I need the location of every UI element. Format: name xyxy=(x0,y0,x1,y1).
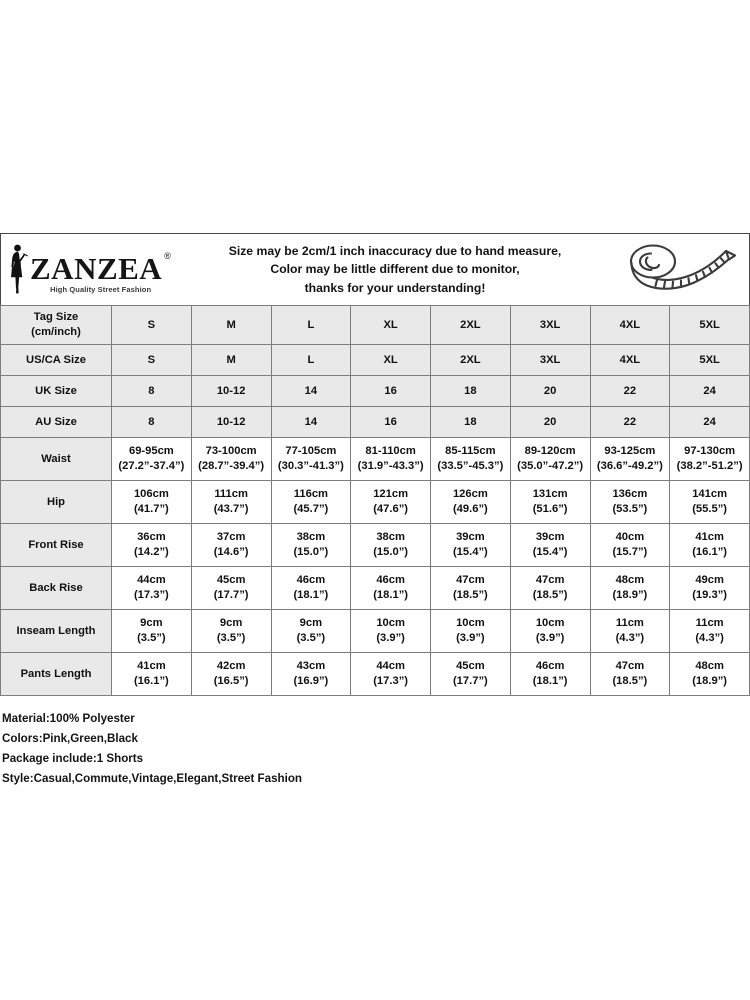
pants-length-m-cm: 42cm xyxy=(216,660,246,672)
pants-length-l-in: (16.9”) xyxy=(293,675,329,687)
back-rise-m-in: (17.7”) xyxy=(213,589,249,601)
front-rise-s-in: (14.2”) xyxy=(133,546,169,558)
front-rise-m-cm: 37cm xyxy=(216,531,246,543)
front-rise-2xl-in: (15.4”) xyxy=(452,546,488,558)
row-label-back-rise: Back Rise xyxy=(1,567,112,610)
inseam-3xl-cm: 10cm xyxy=(535,617,565,629)
back-rise-2xl-cm: 47cm xyxy=(456,574,485,586)
cell-pants-length-s xyxy=(112,653,192,696)
cell-front-rise-2xl xyxy=(431,524,511,567)
back-rise-l-cm: 46cm xyxy=(296,574,326,586)
disclaimer-line-2: Color may be little different due to monitor, xyxy=(270,262,520,277)
cell-au-4xl: 22 xyxy=(590,407,670,438)
waist-xl-in: (31.9”-43.3”) xyxy=(357,460,424,472)
cell-hip-3xl xyxy=(510,481,590,524)
hip-5xl-in: (55.5”) xyxy=(692,503,728,515)
disclaimer-line-1: Size may be 2cm/1 inch inaccuracy due to hand measure, xyxy=(228,243,562,258)
inseam-m-cm: 9cm xyxy=(219,617,243,629)
table-row-back-rise xyxy=(1,567,750,610)
hip-s-in: (41.7”) xyxy=(133,503,169,515)
table-row-tag-size xyxy=(1,306,750,345)
back-rise-m-cm: 45cm xyxy=(216,574,246,586)
cell-tag-size-l: L xyxy=(271,306,351,345)
front-rise-m-in: (14.6”) xyxy=(213,546,249,558)
hip-xl-cm: 121cm xyxy=(373,488,409,500)
cell-us-ca-s: S xyxy=(112,345,192,376)
hip-3xl-in: (51.6”) xyxy=(532,503,568,515)
cell-hip-5xl xyxy=(670,481,750,524)
row-label-hip: Hip xyxy=(1,481,112,524)
cell-inseam-5xl xyxy=(670,610,750,653)
disclaimer-line-3: thanks for your understanding! xyxy=(304,280,486,295)
size-chart-table xyxy=(0,305,750,696)
detail-package: Package include:1 Shorts xyxy=(2,751,144,765)
cell-front-rise-4xl xyxy=(590,524,670,567)
table-row-uk-size xyxy=(1,376,750,407)
hip-m-in: (43.7”) xyxy=(213,503,249,515)
hip-l-cm: 116cm xyxy=(293,488,328,500)
front-rise-4xl-in: (15.7”) xyxy=(612,546,648,558)
cell-inseam-l xyxy=(271,610,351,653)
cell-back-rise-s xyxy=(112,567,192,610)
row-label-inseam-length: Inseam Length xyxy=(1,610,112,653)
table-row-waist xyxy=(1,438,750,481)
cell-inseam-xl xyxy=(351,610,431,653)
cell-tag-size-5xl: 5XL xyxy=(670,306,750,345)
measurement-disclaimer xyxy=(166,242,614,298)
back-rise-l-in: (18.1”) xyxy=(293,589,329,601)
cell-us-ca-m: M xyxy=(191,345,271,376)
hip-m-cm: 111cm xyxy=(214,488,248,500)
table-row-us-ca-size xyxy=(1,345,750,376)
cell-waist-2xl xyxy=(431,438,511,481)
inseam-5xl-cm: 11cm xyxy=(695,617,724,629)
cell-back-rise-3xl xyxy=(510,567,590,610)
cell-waist-s xyxy=(112,438,192,481)
cell-au-3xl: 20 xyxy=(510,407,590,438)
cell-uk-l: 14 xyxy=(271,376,351,407)
front-rise-s-cm: 36cm xyxy=(137,531,166,543)
cell-pants-length-m xyxy=(191,653,271,696)
cell-hip-xl xyxy=(351,481,431,524)
inseam-3xl-in: (3.9”) xyxy=(535,632,565,644)
cell-waist-5xl xyxy=(670,438,750,481)
hip-4xl-in: (53.5”) xyxy=(612,503,648,515)
inseam-s-cm: 9cm xyxy=(140,617,163,629)
cell-tag-size-4xl: 4XL xyxy=(590,306,670,345)
brand-tagline: High Quality Street Fashion xyxy=(50,284,152,294)
cell-hip-4xl xyxy=(590,481,670,524)
cell-hip-s xyxy=(112,481,192,524)
waist-l-cm: 77-105cm xyxy=(285,445,337,457)
cell-us-ca-5xl: 5XL xyxy=(670,345,750,376)
table-row-hip xyxy=(1,481,750,524)
cell-tag-size-m: M xyxy=(191,306,271,345)
pants-length-2xl-in: (17.7”) xyxy=(452,675,488,687)
back-rise-5xl-in: (19.3”) xyxy=(692,589,728,601)
front-rise-l-cm: 38cm xyxy=(296,531,326,543)
waist-3xl-in: (35.0”-47.2”) xyxy=(517,460,584,472)
hip-2xl-cm: 126cm xyxy=(452,488,488,500)
back-rise-xl-cm: 46cm xyxy=(376,574,405,586)
cell-back-rise-l xyxy=(271,567,351,610)
pants-length-xl-in: (17.3”) xyxy=(373,675,409,687)
front-rise-xl-in: (15.0”) xyxy=(373,546,409,558)
waist-2xl-cm: 85-115cm xyxy=(445,445,496,457)
inseam-4xl-cm: 11cm xyxy=(615,617,644,629)
cell-inseam-3xl xyxy=(510,610,590,653)
cell-uk-5xl: 24 xyxy=(670,376,750,407)
cell-uk-s: 8 xyxy=(112,376,192,407)
cell-inseam-4xl xyxy=(590,610,670,653)
waist-xl-cm: 81-110cm xyxy=(365,445,416,457)
cell-front-rise-3xl xyxy=(510,524,590,567)
cell-front-rise-xl xyxy=(351,524,431,567)
cell-tag-size-xl: XL xyxy=(351,306,431,345)
waist-m-in: (28.7”-39.4”) xyxy=(198,460,265,472)
back-rise-3xl-cm: 47cm xyxy=(535,574,565,586)
front-rise-3xl-in: (15.4”) xyxy=(532,546,568,558)
inseam-2xl-cm: 10cm xyxy=(456,617,485,629)
cell-inseam-m xyxy=(191,610,271,653)
row-label-pants-length: Pants Length xyxy=(1,653,112,696)
cell-back-rise-m xyxy=(191,567,271,610)
table-row-au-size xyxy=(1,407,750,438)
product-details xyxy=(0,709,750,789)
waist-m-cm: 73-100cm xyxy=(205,445,257,457)
detail-style: Style:Casual,Commute,Vintage,Elegant,Street Fashion xyxy=(2,771,303,785)
cell-uk-2xl: 18 xyxy=(431,376,511,407)
pants-length-xl-cm: 44cm xyxy=(376,660,405,672)
cell-hip-m xyxy=(191,481,271,524)
front-rise-5xl-in: (16.1”) xyxy=(692,546,728,558)
hip-2xl-in: (49.6”) xyxy=(452,503,488,515)
cell-back-rise-xl xyxy=(351,567,431,610)
inseam-xl-in: (3.9”) xyxy=(376,632,405,644)
brand-wordmark xyxy=(30,250,172,294)
cell-back-rise-2xl xyxy=(431,567,511,610)
cell-us-ca-3xl: 3XL xyxy=(510,345,590,376)
front-rise-l-in: (15.0”) xyxy=(293,546,329,558)
detail-colors: Colors:Pink,Green,Black xyxy=(2,731,138,745)
cell-back-rise-4xl xyxy=(590,567,670,610)
pants-length-s-in: (16.1”) xyxy=(133,675,169,687)
front-rise-4xl-cm: 40cm xyxy=(615,531,645,543)
cell-us-ca-2xl: 2XL xyxy=(431,345,511,376)
pants-length-5xl-in: (18.9”) xyxy=(692,675,728,687)
cell-au-xl: 16 xyxy=(351,407,431,438)
pants-length-3xl-in: (18.1”) xyxy=(532,675,568,687)
brand-name: ZANZEA ® xyxy=(30,250,172,286)
cell-au-s: 8 xyxy=(112,407,192,438)
hip-3xl-cm: 131cm xyxy=(532,488,568,500)
pants-length-5xl-cm: 48cm xyxy=(695,660,724,672)
size-chart-sheet xyxy=(0,233,750,789)
cell-uk-3xl: 20 xyxy=(510,376,590,407)
inseam-5xl-in: (4.3”) xyxy=(695,632,724,644)
cell-pants-length-5xl xyxy=(670,653,750,696)
cell-waist-3xl xyxy=(510,438,590,481)
pants-length-s-cm: 41cm xyxy=(137,660,166,672)
waist-4xl-in: (36.6”-49.2”) xyxy=(596,460,663,472)
waist-2xl-in: (33.5”-45.3”) xyxy=(437,460,504,472)
back-rise-2xl-in: (18.5”) xyxy=(452,589,488,601)
back-rise-s-cm: 44cm xyxy=(137,574,166,586)
pants-length-4xl-in: (18.5”) xyxy=(612,675,648,687)
waist-l-in: (30.3”-41.3”) xyxy=(277,460,344,472)
back-rise-4xl-cm: 48cm xyxy=(615,574,645,586)
chart-header-band xyxy=(0,233,750,305)
cell-pants-length-4xl xyxy=(590,653,670,696)
cell-uk-4xl: 22 xyxy=(590,376,670,407)
measuring-tape-graphic xyxy=(614,241,749,299)
table-row-front-rise xyxy=(1,524,750,567)
front-rise-xl-cm: 38cm xyxy=(376,531,405,543)
back-rise-4xl-in: (18.9”) xyxy=(612,589,648,601)
inseam-2xl-in: (3.9”) xyxy=(456,632,485,644)
waist-3xl-cm: 89-120cm xyxy=(524,445,576,457)
cell-inseam-2xl xyxy=(431,610,511,653)
hip-xl-in: (47.6”) xyxy=(373,503,409,515)
tag-size-label-line1: Tag Size xyxy=(33,311,79,323)
back-rise-5xl-cm: 49cm xyxy=(695,574,724,586)
cell-front-rise-s xyxy=(112,524,192,567)
front-rise-3xl-cm: 39cm xyxy=(535,531,565,543)
cell-pants-length-2xl xyxy=(431,653,511,696)
hip-4xl-cm: 136cm xyxy=(612,488,648,500)
brand-logo xyxy=(1,243,172,297)
inseam-s-in: (3.5”) xyxy=(137,632,166,644)
waist-5xl-in: (38.2”-51.2”) xyxy=(676,460,743,472)
cell-pants-length-l xyxy=(271,653,351,696)
inseam-4xl-in: (4.3”) xyxy=(615,632,645,644)
inseam-m-in: (3.5”) xyxy=(216,632,246,644)
inseam-xl-cm: 10cm xyxy=(376,617,405,629)
cell-waist-xl xyxy=(351,438,431,481)
cell-waist-l xyxy=(271,438,351,481)
woman-silhouette-icon xyxy=(7,243,31,295)
row-label-tag-size xyxy=(1,306,112,345)
cell-au-m: 10-12 xyxy=(191,407,271,438)
cell-waist-m xyxy=(191,438,271,481)
cell-uk-xl: 16 xyxy=(351,376,431,407)
inseam-l-cm: 9cm xyxy=(299,617,323,629)
hip-5xl-cm: 141cm xyxy=(692,488,728,500)
cell-inseam-s xyxy=(112,610,192,653)
cell-uk-m: 10-12 xyxy=(191,376,271,407)
cell-au-2xl: 18 xyxy=(431,407,511,438)
row-label-uk-size: UK Size xyxy=(1,376,112,407)
back-rise-xl-in: (18.1”) xyxy=(373,589,409,601)
cell-tag-size-s: S xyxy=(112,306,192,345)
cell-hip-l xyxy=(271,481,351,524)
measuring-tape-icon xyxy=(621,241,743,299)
inseam-l-in: (3.5”) xyxy=(296,632,326,644)
registered-trademark-icon: ® xyxy=(164,250,172,261)
cell-front-rise-m xyxy=(191,524,271,567)
tag-size-label-line2: (cm/inch) xyxy=(31,326,81,338)
waist-s-cm: 69-95cm xyxy=(128,445,174,457)
pants-length-4xl-cm: 47cm xyxy=(615,660,645,672)
cell-tag-size-2xl: 2XL xyxy=(431,306,511,345)
cell-back-rise-5xl xyxy=(670,567,750,610)
waist-s-in: (27.2”-37.4”) xyxy=(118,460,185,472)
pants-length-m-in: (16.5”) xyxy=(213,675,249,687)
detail-material: Material:100% Polyester xyxy=(2,712,135,725)
cell-hip-2xl xyxy=(431,481,511,524)
cell-front-rise-5xl xyxy=(670,524,750,567)
row-label-front-rise: Front Rise xyxy=(1,524,112,567)
cell-us-ca-4xl: 4XL xyxy=(590,345,670,376)
back-rise-s-in: (17.3”) xyxy=(133,589,169,601)
row-label-au-size: AU Size xyxy=(1,407,112,438)
pants-length-2xl-cm: 45cm xyxy=(456,660,485,672)
waist-5xl-cm: 97-130cm xyxy=(684,445,736,457)
row-label-us-ca-size: US/CA Size xyxy=(1,345,112,376)
cell-tag-size-3xl: 3XL xyxy=(510,306,590,345)
front-rise-5xl-cm: 41cm xyxy=(695,531,724,543)
table-row-pants-length xyxy=(1,653,750,696)
row-label-waist: Waist xyxy=(1,438,112,481)
table-row-inseam-length xyxy=(1,610,750,653)
waist-4xl-cm: 93-125cm xyxy=(604,445,656,457)
cell-us-ca-xl: XL xyxy=(351,345,431,376)
hip-l-in: (45.7”) xyxy=(293,503,329,515)
cell-au-5xl: 24 xyxy=(670,407,750,438)
cell-pants-length-3xl xyxy=(510,653,590,696)
hip-s-cm: 106cm xyxy=(133,488,169,500)
pants-length-3xl-cm: 46cm xyxy=(535,660,565,672)
pants-length-l-cm: 43cm xyxy=(296,660,326,672)
front-rise-2xl-cm: 39cm xyxy=(456,531,485,543)
cell-au-l: 14 xyxy=(271,407,351,438)
cell-pants-length-xl xyxy=(351,653,431,696)
cell-us-ca-l: L xyxy=(271,345,351,376)
cell-front-rise-l xyxy=(271,524,351,567)
cell-waist-4xl xyxy=(590,438,670,481)
back-rise-3xl-in: (18.5”) xyxy=(532,589,568,601)
